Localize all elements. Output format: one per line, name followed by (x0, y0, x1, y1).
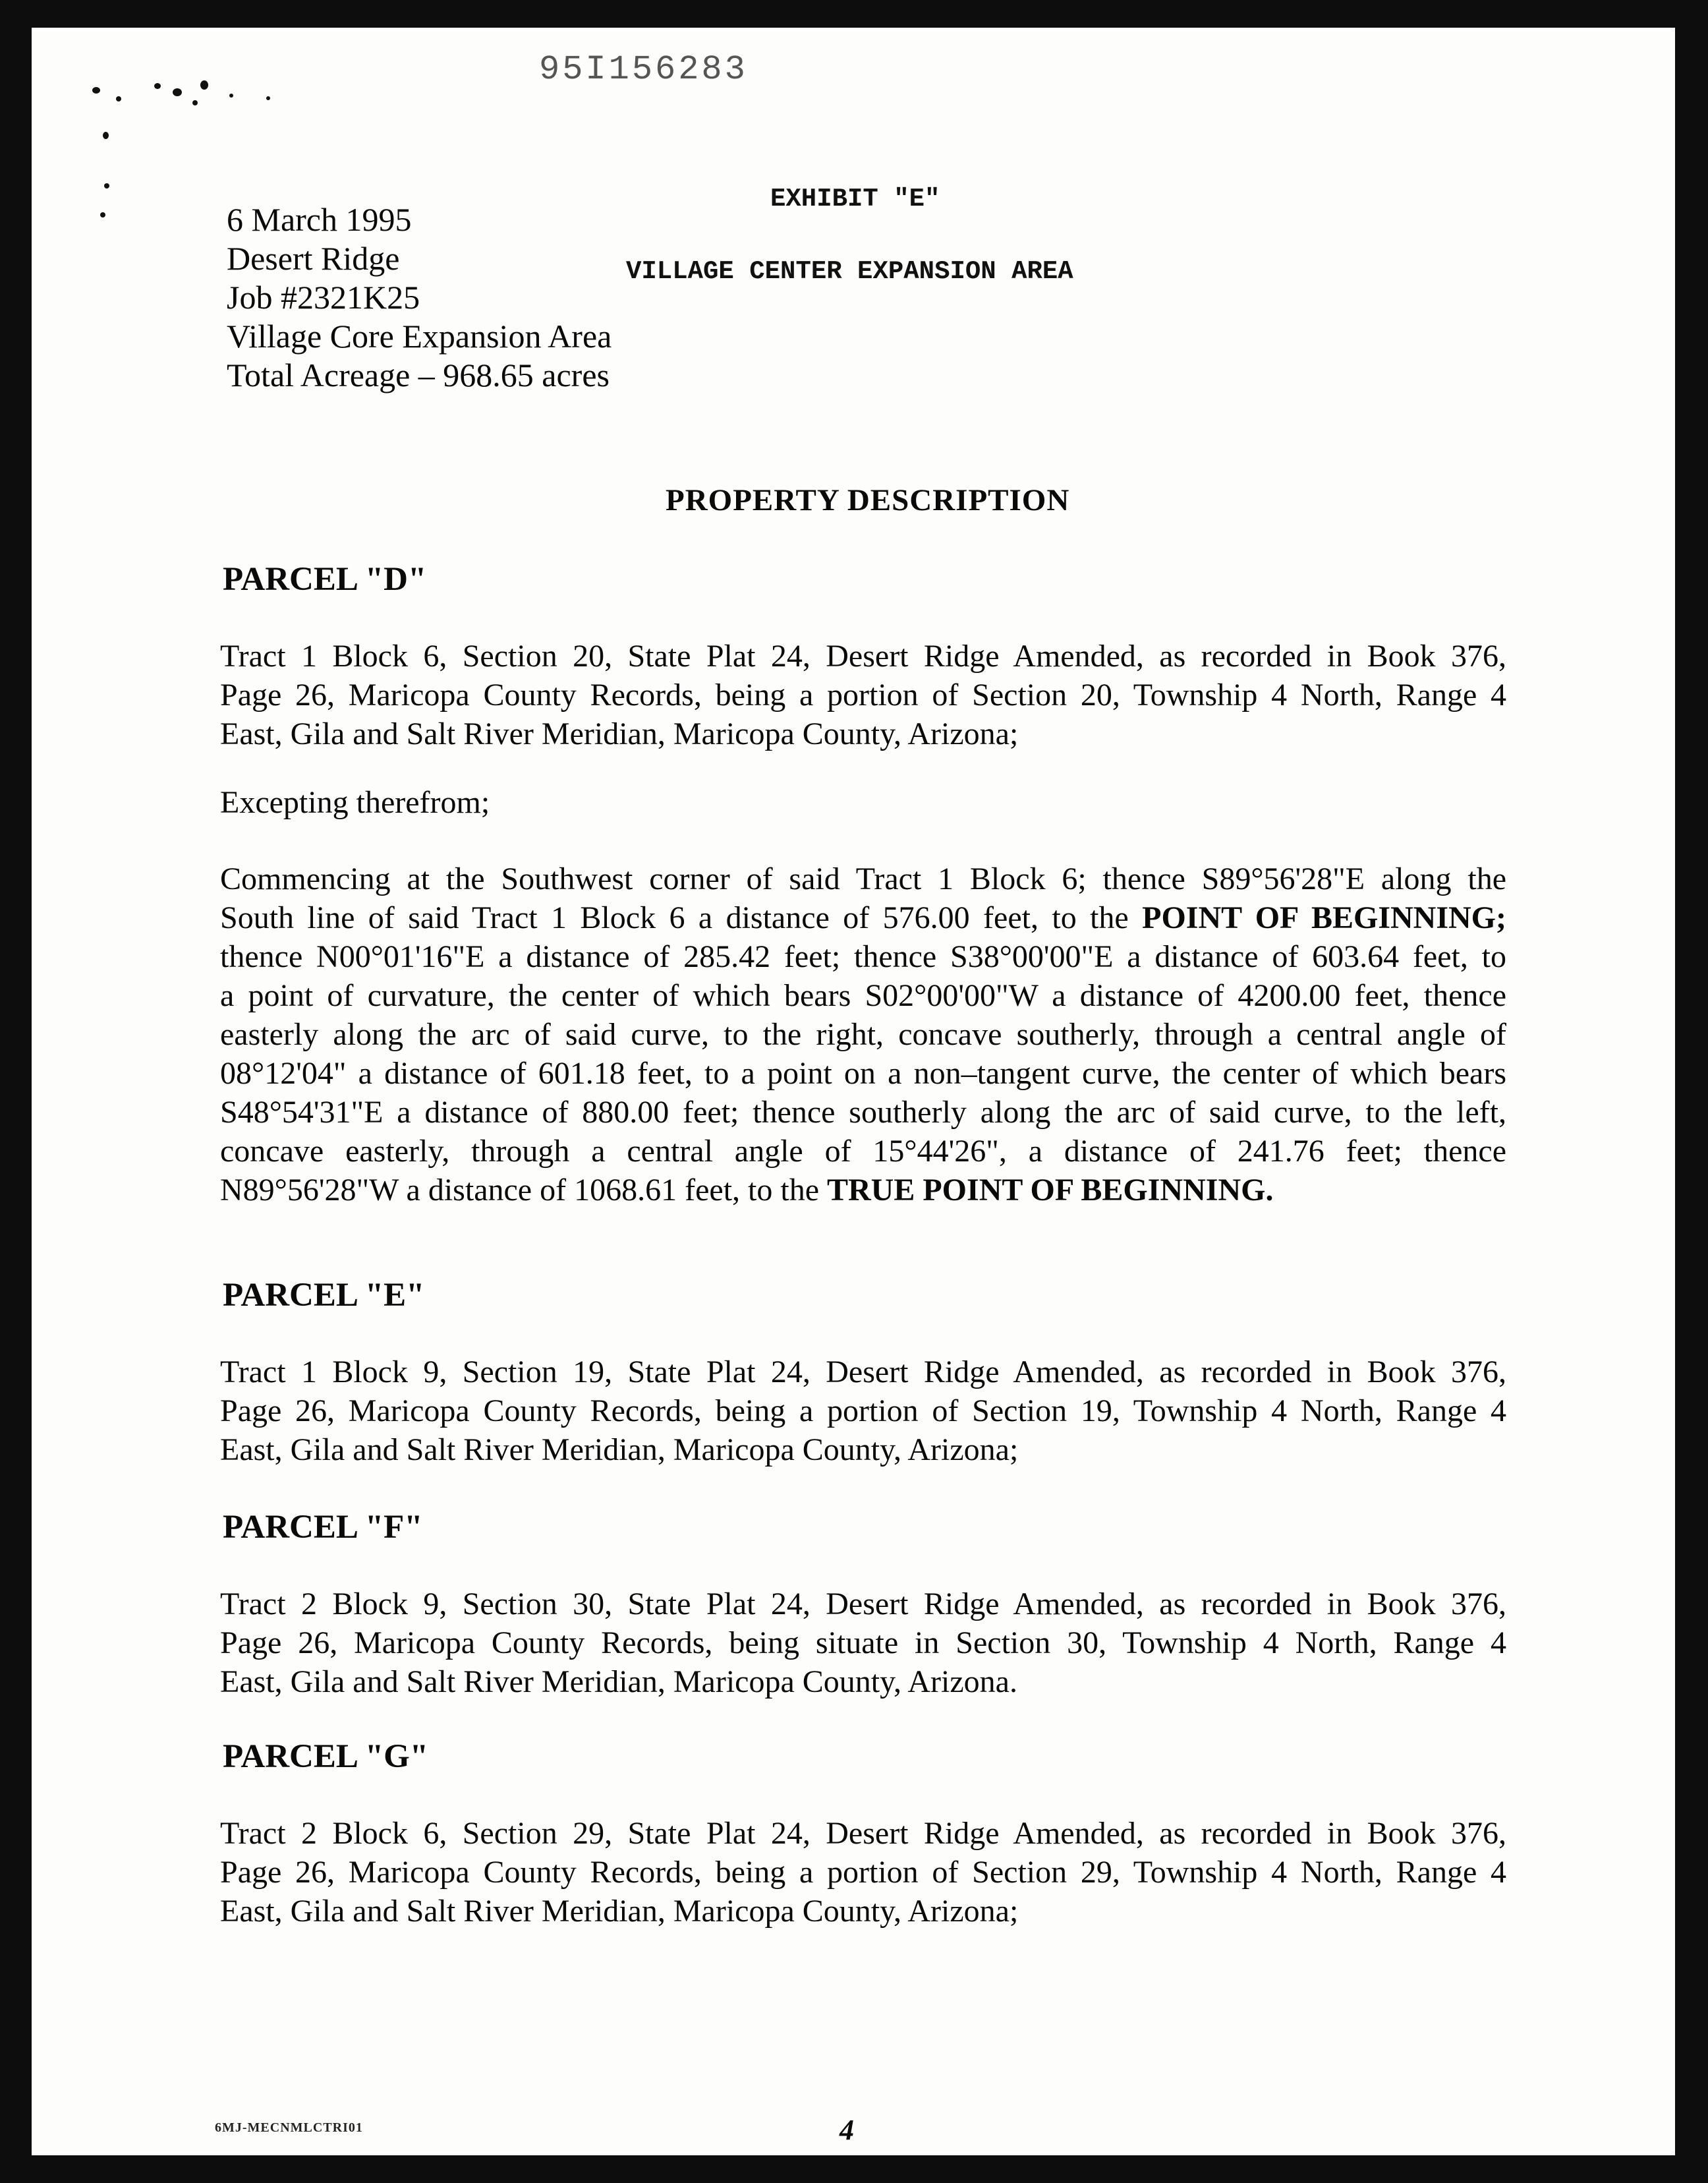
scan-speck (154, 83, 161, 89)
text-line: East, Gila and Salt River Meridian, Maricopa County, Arizona; (220, 1894, 1019, 1929)
text-line: concave easterly, through a central angle of 15°44'26", a distance of 241.76 feet; thence (220, 1134, 1506, 1169)
text-line: 08°12'04" a distance of 601.18 feet, to a point on a non–tangent curve, the center of which bears (220, 1056, 1506, 1091)
exhibit-title: EXHIBIT "E" (770, 185, 940, 214)
scan-speck (92, 87, 100, 94)
text-line: Page 26, Maricopa County Records, being a portion of Section 20, Township 4 North, Range 4 (220, 678, 1506, 713)
text-line: Page 26, Maricopa County Records, being situate in Section 30, Township 4 North, Range 4 (220, 1625, 1506, 1660)
text-line: Excepting therefrom; (220, 785, 490, 820)
text-line: Page 26, Maricopa County Records, being a portion of Section 29, Township 4 North, Range 4 (220, 1855, 1506, 1890)
section-title: PROPERTY DESCRIPTION (666, 483, 1070, 517)
parcel-d-excepting (220, 783, 1506, 822)
text-span: South line of said Tract 1 Block 6 a distance of 576.00 feet, to the (220, 900, 1143, 935)
text-line: a point of curvature, the center of which bears S02°00'00"W a distance of 4200.00 feet, thence (220, 978, 1506, 1013)
parcel-e-heading: PARCEL "E" (223, 1277, 425, 1314)
header-block (227, 200, 612, 395)
text-line: easterly along the arc of said curve, to the right, concave southerly, through a central angle of (220, 1017, 1506, 1052)
exhibit-subtitle: VILLAGE CENTER EXPANSION AREA (626, 257, 1073, 286)
text-line: Tract 2 Block 6, Section 29, State Plat 24, Desert Ridge Amended, as recorded in Book 376, (220, 1816, 1506, 1851)
header-project: Desert Ridge (227, 240, 400, 277)
scan-speck (104, 183, 109, 189)
text-line: Page 26, Maricopa County Records, being a portion of Section 19, Township 4 North, Range 4 (220, 1393, 1506, 1428)
text-line: S48°54'31"E a distance of 880.00 feet; thence southerly along the arc of said curve, to the left, (220, 1095, 1506, 1130)
text-span: N89°56'28"W a distance of 1068.61 feet, to the (220, 1173, 827, 1208)
scan-speck (116, 96, 121, 102)
header-area-name: Village Core Expansion Area (227, 318, 612, 355)
header-date: 6 March 1995 (227, 201, 412, 238)
document-page (32, 28, 1675, 2155)
page-number: 4 (840, 2114, 854, 2146)
text-line: East, Gila and Salt River Meridian, Maricopa County, Arizona; (220, 716, 1019, 751)
text-line: East, Gila and Salt River Meridian, Maricopa County, Arizona; (220, 1432, 1019, 1467)
document-number: 95I156283 (539, 50, 748, 89)
parcel-f-description (220, 1585, 1506, 1701)
header-job-number: Job #2321K25 (227, 279, 420, 316)
scan-speck (229, 94, 233, 98)
text-line: Tract 1 Block 9, Section 19, State Plat 24, Desert Ridge Amended, as recorded in Book 376, (220, 1354, 1506, 1389)
point-of-beginning: POINT OF BEGINNING; (1142, 900, 1507, 935)
scan-speck (103, 132, 109, 139)
text-line (220, 898, 1506, 937)
scan-speck (192, 100, 198, 105)
text-line: Tract 2 Block 9, Section 30, State Plat 24, Desert Ridge Amended, as recorded in Book 376, (220, 1586, 1506, 1621)
text-line: Tract 1 Block 6, Section 20, State Plat 24, Desert Ridge Amended, as recorded in Book 376, (220, 639, 1506, 674)
true-point-of-beginning: TRUE POINT OF BEGINNING. (827, 1173, 1274, 1208)
scan-speck (100, 212, 105, 218)
header-total-acreage: Total Acreage – 968.65 acres (227, 357, 610, 393)
parcel-f-heading: PARCEL "F" (223, 1509, 423, 1546)
scan-speck (266, 96, 270, 100)
text-line: thence N00°01'16"E a distance of 285.42 feet; thence S38°00'00"E a distance of 603.64 feet, to (220, 939, 1506, 974)
parcel-d-heading: PARCEL "D" (223, 561, 427, 598)
parcel-e-description (220, 1353, 1506, 1469)
scan-speck (173, 88, 182, 96)
parcel-d-commencing (220, 859, 1506, 1209)
parcel-g-description (220, 1814, 1506, 1931)
parcel-g-heading: PARCEL "G" (223, 1738, 429, 1775)
text-line: East, Gila and Salt River Meridian, Maricopa County, Arizona. (220, 1664, 1017, 1699)
scan-speck (200, 80, 208, 90)
parcel-d-description (220, 637, 1506, 753)
footer-code: 6MJ-MECNMLCTRI01 (215, 2120, 363, 2135)
text-line: Commencing at the Southwest corner of said Tract 1 Block 6; thence S89°56'28"E along the (220, 861, 1506, 896)
text-line (220, 1171, 1506, 1209)
